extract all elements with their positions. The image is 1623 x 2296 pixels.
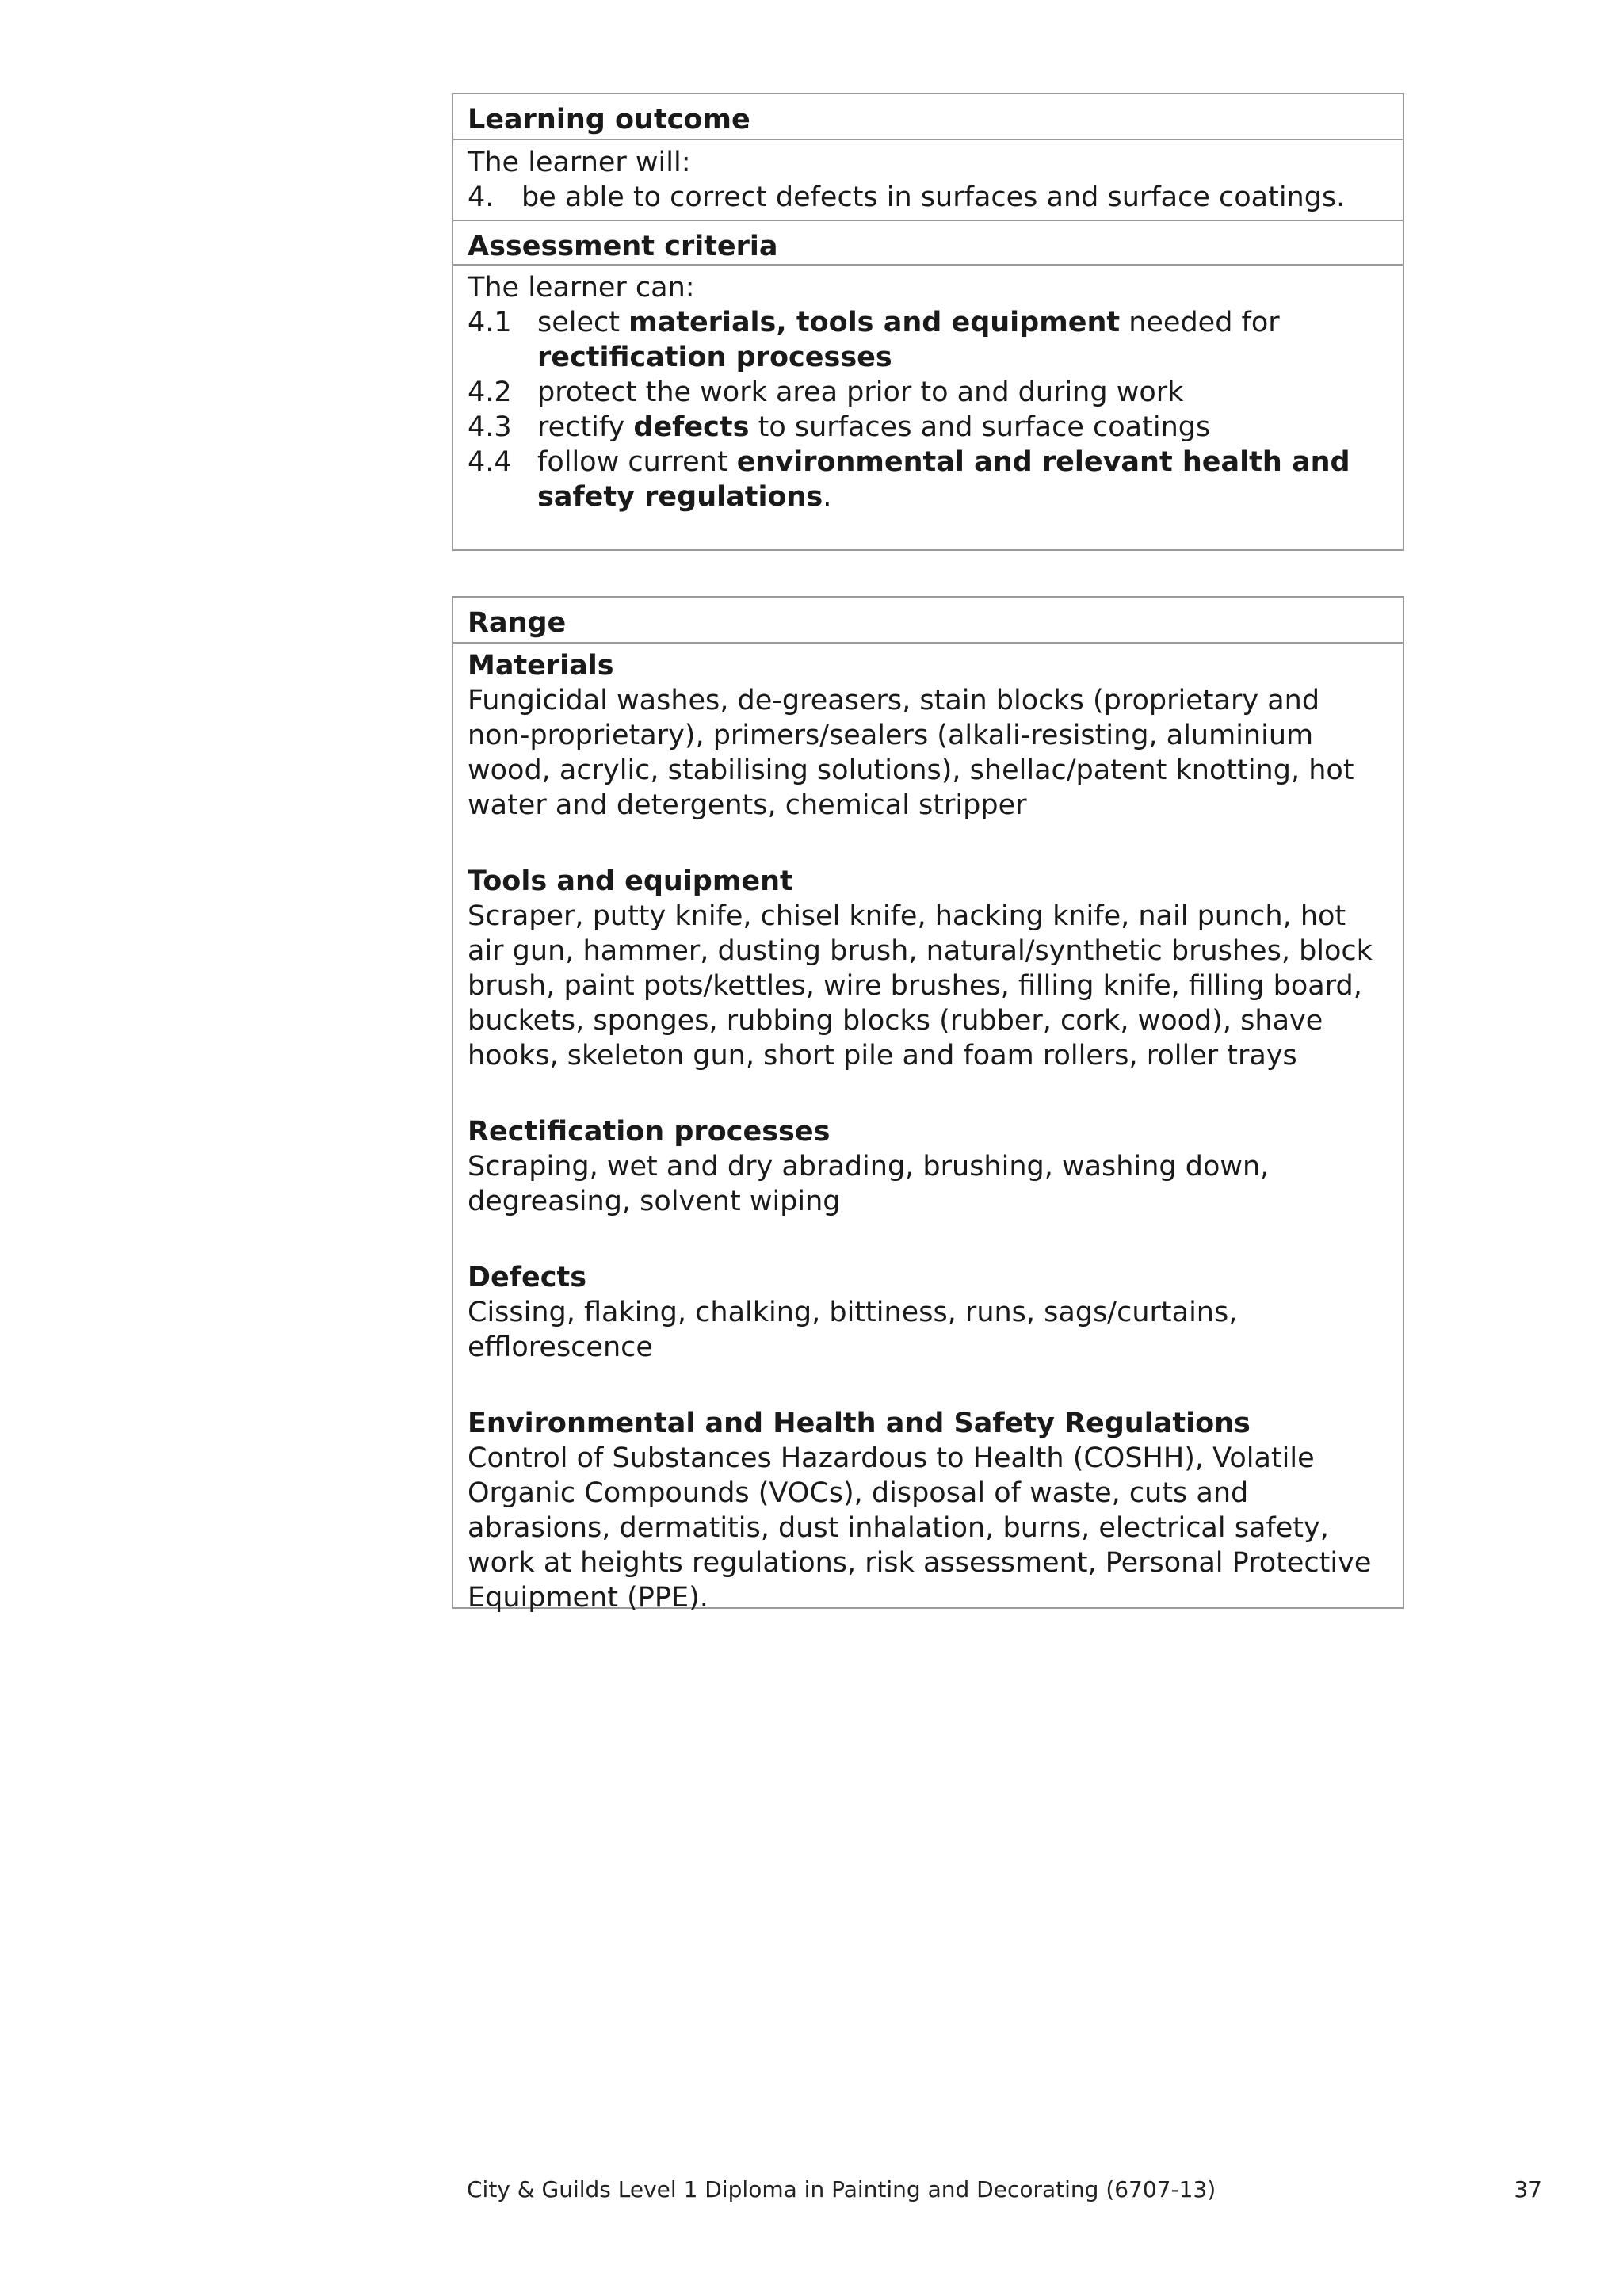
range-section-title: Environmental and Health and Safety Regulations [468,1408,1251,1439]
learning-outcome-table [452,93,1404,551]
criteria-number: 4.2 [468,376,512,408]
assessment-criteria-heading: Assessment criteria [453,220,1403,266]
range-section-defects [468,1260,1388,1365]
criteria-text: select materials, tools and equipment needed for rectification processes [537,307,1280,373]
criteria-number: 4.1 [468,307,512,338]
range-body [453,644,1403,1615]
criteria-item [468,410,1388,445]
learning-outcome-item [468,180,1388,215]
criteria-number: 4.4 [468,446,512,478]
range-section-title: Tools and equipment [468,865,793,897]
learning-outcome-intro: The learner will: [468,147,691,178]
range-section-rectification [468,1114,1388,1219]
learning-outcome-body [453,140,1403,220]
range-section-text: Control of Substances Hazardous to Health (COSHH), Volatile Organic Compounds (VOCs), disposal of waste, cuts and abrasions, dermatitis, dust inhalation, burns, electrical safety, work at heights regulations, risk assessment, Personal Protective Equipment (PPE). [468,1442,1372,1614]
range-section-materials [468,648,1388,823]
criteria-text: follow current environmental and relevant health and safety regulations. [537,446,1350,513]
assessment-intro: The learner can: [468,272,695,304]
criteria-item [468,305,1388,375]
range-section-title: Rectification processes [468,1116,831,1148]
learning-outcome-text: be able to correct defects in surfaces and surface coatings. [521,181,1346,213]
learning-outcome-number: 4. [468,181,495,213]
criteria-text: rectify defects to surfaces and surface coatings [537,411,1211,443]
range-section-text: Fungicidal washes, de-greasers, stain blocks (proprietary and non-proprietary), primers/sealers (alkali-resisting, aluminium wood, acrylic, stabilising solutions), shellac/patent knotting, hot water and detergents, chemical stripper [468,685,1354,821]
criteria-item [468,375,1388,410]
range-section-text: Scraping, wet and dry abrading, brushing, washing down, degreasing, solvent wiping [468,1151,1270,1217]
learning-outcome-heading: Learning outcome [453,94,1403,140]
footer-text: City & Guilds Level 1 Diploma in Painting and Decorating (6707-13) [467,2176,1216,2202]
range-table [452,596,1404,1614]
assessment-criteria-body [453,266,1403,514]
range-section-title: Defects [468,1262,587,1293]
range-section-title: Materials [468,650,614,682]
criteria-number: 4.3 [468,411,512,443]
range-heading: Range [453,598,1403,644]
range-section-tools [468,864,1388,1073]
range-section-text: Scraper, putty knife, chisel knife, hacking knife, nail punch, hot air gun, hammer, dusting brush, natural/synthetic brushes, block brush, paint pots/kettles, wire brushes, filling knife, filling board, buckets, sponges, rubbing blocks (rubber, cork, wood), shave hooks, skeleton gun, short pile and foam rollers, roller trays [468,900,1373,1072]
page-number: 37 [1514,2176,1542,2202]
range-section-text: Cissing, flaking, chalking, bittiness, runs, sags/curtains, efflorescence [468,1297,1238,1363]
criteria-text: protect the work area prior to and during work [537,376,1184,408]
criteria-item [468,445,1388,514]
range-section-regulations [468,1406,1388,1615]
